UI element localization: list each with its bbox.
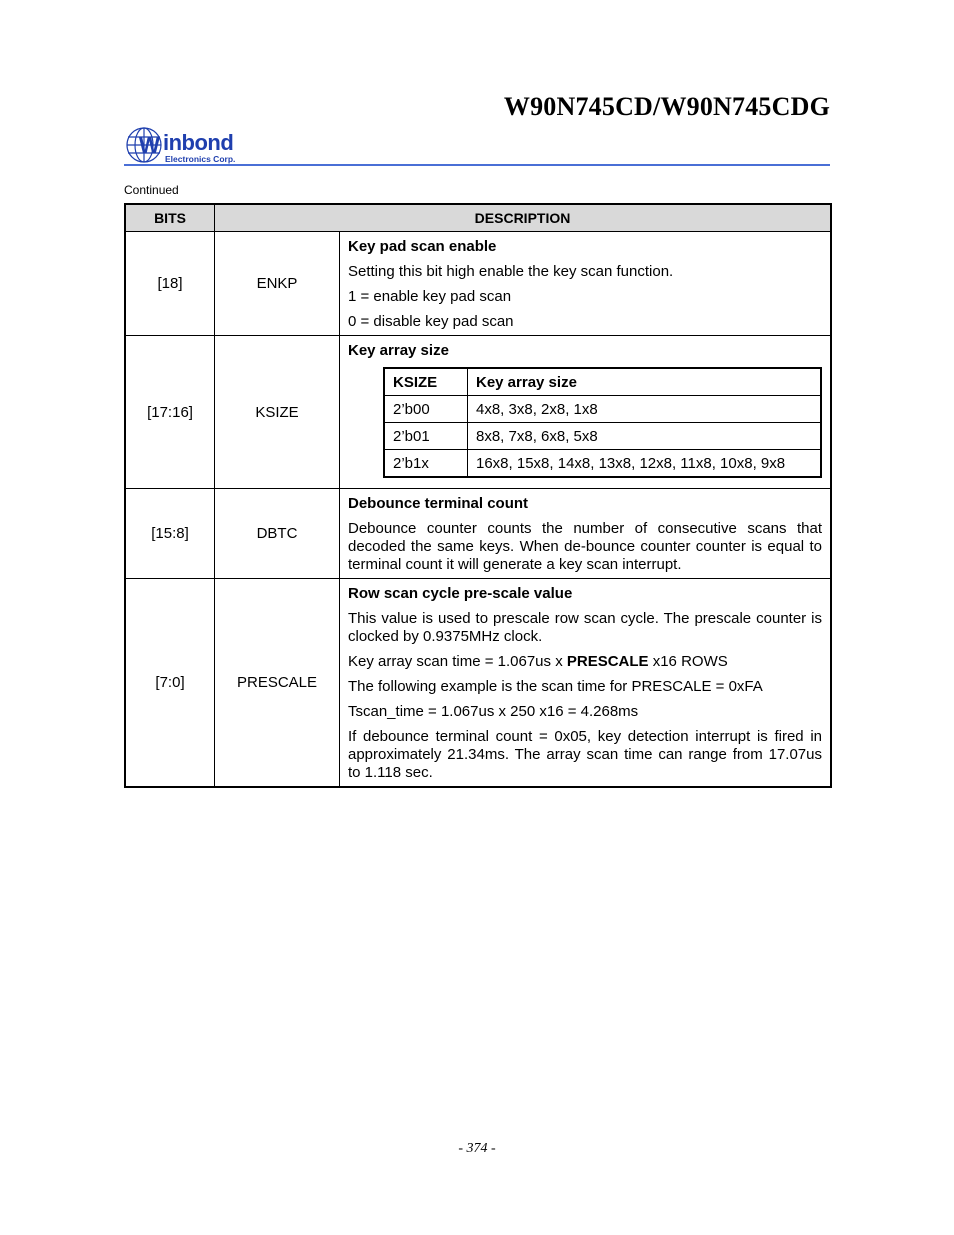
logo-wordmark: inbond bbox=[163, 130, 234, 155]
page-number: - 374 - bbox=[458, 1141, 496, 1156]
winbond-logo bbox=[125, 126, 250, 166]
description-line: If debounce terminal count = 0x05, key detection interrupt is fired in approximately 21.34ms. The array scan time can range from 17.07us to 1.118 sec. bbox=[348, 728, 822, 781]
bits-cell: [15:8] bbox=[125, 489, 215, 579]
subtable-cell: 16x8, 15x8, 14x8, 13x8, 12x8, 11x8, 10x8, 9x8 bbox=[468, 450, 822, 478]
description-cell bbox=[340, 336, 832, 489]
header-divider bbox=[124, 164, 830, 166]
description-line: Debounce counter counts the number of consecutive scans that decoded the same keys. When de-bounce counter counter is equal to terminal count it will generate a key scan interrupt. bbox=[348, 520, 822, 573]
field-name-cell: PRESCALE bbox=[215, 579, 340, 788]
field-title: Debounce terminal count bbox=[348, 495, 529, 512]
field-name-cell: ENKP bbox=[215, 232, 340, 336]
document-title: W90N745CD/W90N745CDG bbox=[503, 92, 830, 121]
subtable-header: Key array size bbox=[468, 368, 822, 396]
subtable-cell: 8x8, 7x8, 6x8, 5x8 bbox=[468, 423, 822, 450]
field-title: Key pad scan enable bbox=[348, 238, 497, 255]
subtable-cell: 2’b1x bbox=[384, 450, 468, 478]
table-row bbox=[125, 489, 831, 579]
formula-prescale: PRESCALE bbox=[566, 653, 649, 670]
subtable-header-row bbox=[384, 368, 821, 396]
subtable-cell: 2’b00 bbox=[384, 396, 468, 423]
subtable-cell: 4x8, 3x8, 2x8, 1x8 bbox=[468, 396, 822, 423]
bits-cell: [17:16] bbox=[125, 336, 215, 489]
subtable-cell: 2’b01 bbox=[384, 423, 468, 450]
table-row bbox=[125, 232, 831, 336]
description-cell bbox=[340, 232, 832, 336]
bits-cell: [7:0] bbox=[125, 579, 215, 788]
description-cell bbox=[340, 579, 832, 788]
table-header-row bbox=[125, 204, 831, 232]
register-bits-table bbox=[124, 203, 832, 788]
description-line: Setting this bit high enable the key scan function. bbox=[348, 263, 674, 280]
subtable-row bbox=[384, 396, 821, 423]
description-line: The following example is the scan time for PRESCALE = 0xFA bbox=[348, 678, 763, 695]
field-name-cell: KSIZE bbox=[215, 336, 340, 489]
scan-time-formula bbox=[348, 653, 822, 671]
description-line: This value is used to prescale row scan cycle. The prescale counter is clocked by 0.9375MHz clock. bbox=[348, 610, 822, 645]
description-header: DESCRIPTION bbox=[215, 204, 831, 232]
formula-suffix: x16 ROWS bbox=[648, 653, 728, 670]
field-name-cell: DBTC bbox=[215, 489, 340, 579]
logo-subtitle: Electronics Corp. bbox=[165, 154, 236, 164]
key-array-size-table bbox=[383, 367, 822, 478]
bits-header: BITS bbox=[125, 204, 215, 232]
table-row bbox=[125, 336, 831, 489]
subtable-row bbox=[384, 450, 821, 478]
description-line: Tscan_time = 1.067us x 250 x16 = 4.268ms bbox=[348, 703, 639, 720]
bits-cell: [18] bbox=[125, 232, 215, 336]
continued-label: Continued bbox=[124, 183, 179, 197]
formula-prefix: Key array scan time = 1.067us x bbox=[348, 653, 567, 670]
svg-text:W: W bbox=[139, 133, 160, 158]
field-title: Key array size bbox=[348, 342, 449, 359]
description-cell bbox=[340, 489, 832, 579]
subtable-header: KSIZE bbox=[384, 368, 468, 396]
subtable-row bbox=[384, 423, 821, 450]
table-row bbox=[125, 579, 831, 788]
description-line: 1 = enable key pad scan bbox=[348, 288, 512, 305]
description-line: 0 = disable key pad scan bbox=[348, 313, 514, 330]
field-title: Row scan cycle pre-scale value bbox=[348, 585, 573, 602]
